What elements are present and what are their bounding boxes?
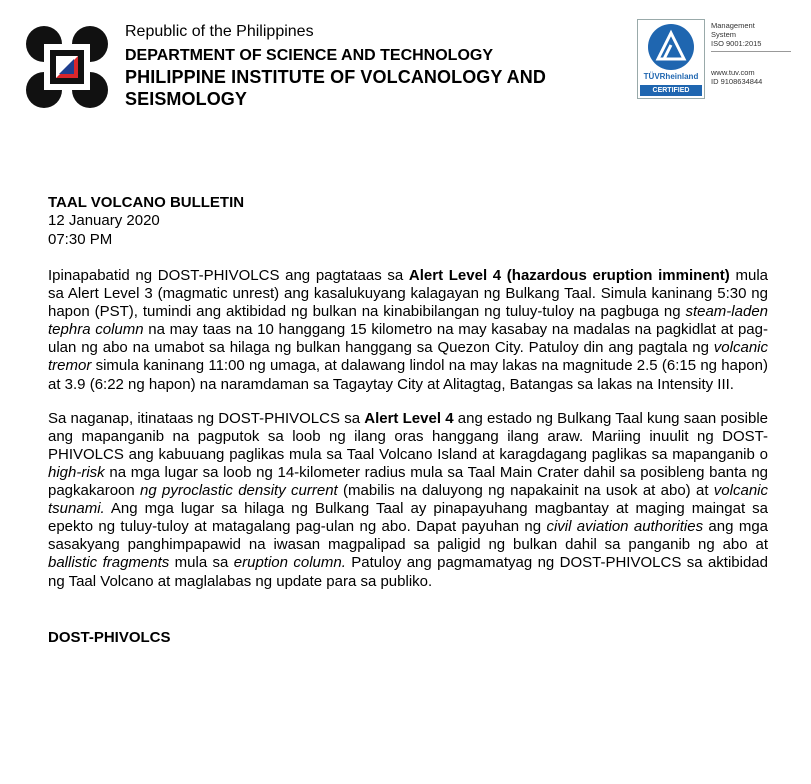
text-run: na mga lugar sa loob ng 14-kilometer radius mula sa Taal Main Crater dahil sa posibleng banta ng pagkakaroon — [48, 463, 768, 500]
system-line2: System — [711, 30, 737, 39]
iso-certification-badge — [637, 19, 791, 99]
bulletin-paragraph-1 — [48, 267, 768, 394]
text-run: mula sa Alert Level 3 (magmatic unrest) ang kasalukuyang kalagayan ng Bulkang Taal. Simula kaninang 5:30 ng hapon (PST), tumindi ang aktibidad ng bulkan na kinabibilangan ng tuluy-tuloy na pagbuga ng — [48, 267, 768, 321]
certificate-id: ID 9108634844 — [711, 77, 763, 86]
bulletin-date: 12 January 2020 — [48, 212, 160, 229]
text-run: Patuloy ang pagmamatyag ng DOST-PHIVOLCS sa aktibidad ng Taal Volcano at maglalabas ng update para sa publiko. — [48, 554, 768, 590]
bulletin-title: TAAL VOLCANO BULLETIN — [48, 194, 245, 211]
bulletin-paragraph-2 — [48, 410, 768, 591]
text-run: Sa naganap, itinataas ng DOST-PHIVOLCS sa — [48, 409, 365, 427]
text-run: (mabilis na daluyong ng napakainit na usok at abo) at — [337, 482, 714, 500]
bulletin-body — [48, 193, 768, 647]
text-run: steam-laden tephra column — [48, 303, 768, 339]
text-run: ballistic fragments — [48, 554, 170, 572]
text-run: Ipinapabatid ng DOST-PHIVOLCS ang pagtataas sa — [48, 267, 409, 284]
dost-logo — [26, 26, 108, 108]
system-line1: Management — [711, 21, 755, 30]
text-run: volcanic tsunami. — [48, 482, 768, 518]
text-run: ang estado ng Bulkang Taal kung saan posible ang mapanganib na pagputok sa loob ng ilang oras hanggang ilang araw. Mariing inuulit ng DOST-PHIVOLCS ang kabuuang paglikas mula sa Taal Volcano Island at karagdagang paglikas sa mapanganib o — [48, 409, 768, 463]
tuv-rheinland-logo — [637, 19, 705, 99]
text-run: eruption column. — [233, 554, 346, 572]
bulletin-time: 07:30 PM — [48, 230, 113, 248]
certification-details — [711, 21, 791, 86]
tuv-website: www.tuv.com — [711, 68, 755, 77]
text-run: Alert Level 4 — [364, 409, 454, 427]
text-run: mula sa — [169, 554, 234, 572]
republic-line: Republic of the Philippines — [125, 23, 314, 40]
tuv-brand: TÜVRheinland — [643, 72, 699, 81]
text-run: Ang mga lugar sa hilaga ng Bulkang Taal ay pinapayuhang magbantay at maging maingat sa epekto ng tuluy-tuloy at matagalang pag-ulan ng abo. Dapat payuhan ng — [48, 500, 768, 536]
text-run: civil aviation authorities — [546, 518, 704, 536]
text-run: na may taas na 10 hanggang 15 kilometro na may kasabay na madalas na pagkidlat at pag-ulan ng abo na umabot sa hilaga ng bulkan hanggang sa Quezon City. Patuloy din ang pagtala ng — [48, 321, 768, 357]
certified-label: CERTIFIED — [640, 85, 702, 96]
institute-name-line1: PHILIPPINE INSTITUTE OF VOLCANOLOGY AND — [125, 67, 546, 87]
tuv-triangle-icon — [648, 24, 694, 70]
text-run: simula kaninang 11:00 ng umaga, at dalawang lindol na may lakas na magnitude 2.5 (6:15 ng hapon) at 3.9 (6:22 ng hapon) na naramdaman sa Tagaytay City at Alitagtag, Batangas sa lakas na Intensity III. — [48, 357, 768, 393]
text-run: volcanic tremor — [48, 339, 768, 375]
institute-name-line2: SEISMOLOGY — [125, 89, 248, 109]
bulletin-signature: DOST-PHIVOLCS — [48, 628, 171, 646]
text-run: ang mga sasakyang panghimpapawid na iwasan magpalipad sa paligid ng bulkan dahil sa panganib ng abo at — [48, 518, 768, 554]
text-run: Alert Level 4 (hazardous eruption imminent) — [408, 267, 730, 284]
text-run: high-risk — [48, 463, 105, 481]
department-name: DEPARTMENT OF SCIENCE AND TECHNOLOGY — [125, 47, 494, 64]
text-run: ng pyroclastic density current — [140, 482, 338, 500]
iso-standard: ISO 9001:2015 — [711, 39, 762, 48]
agency-header — [125, 22, 605, 110]
